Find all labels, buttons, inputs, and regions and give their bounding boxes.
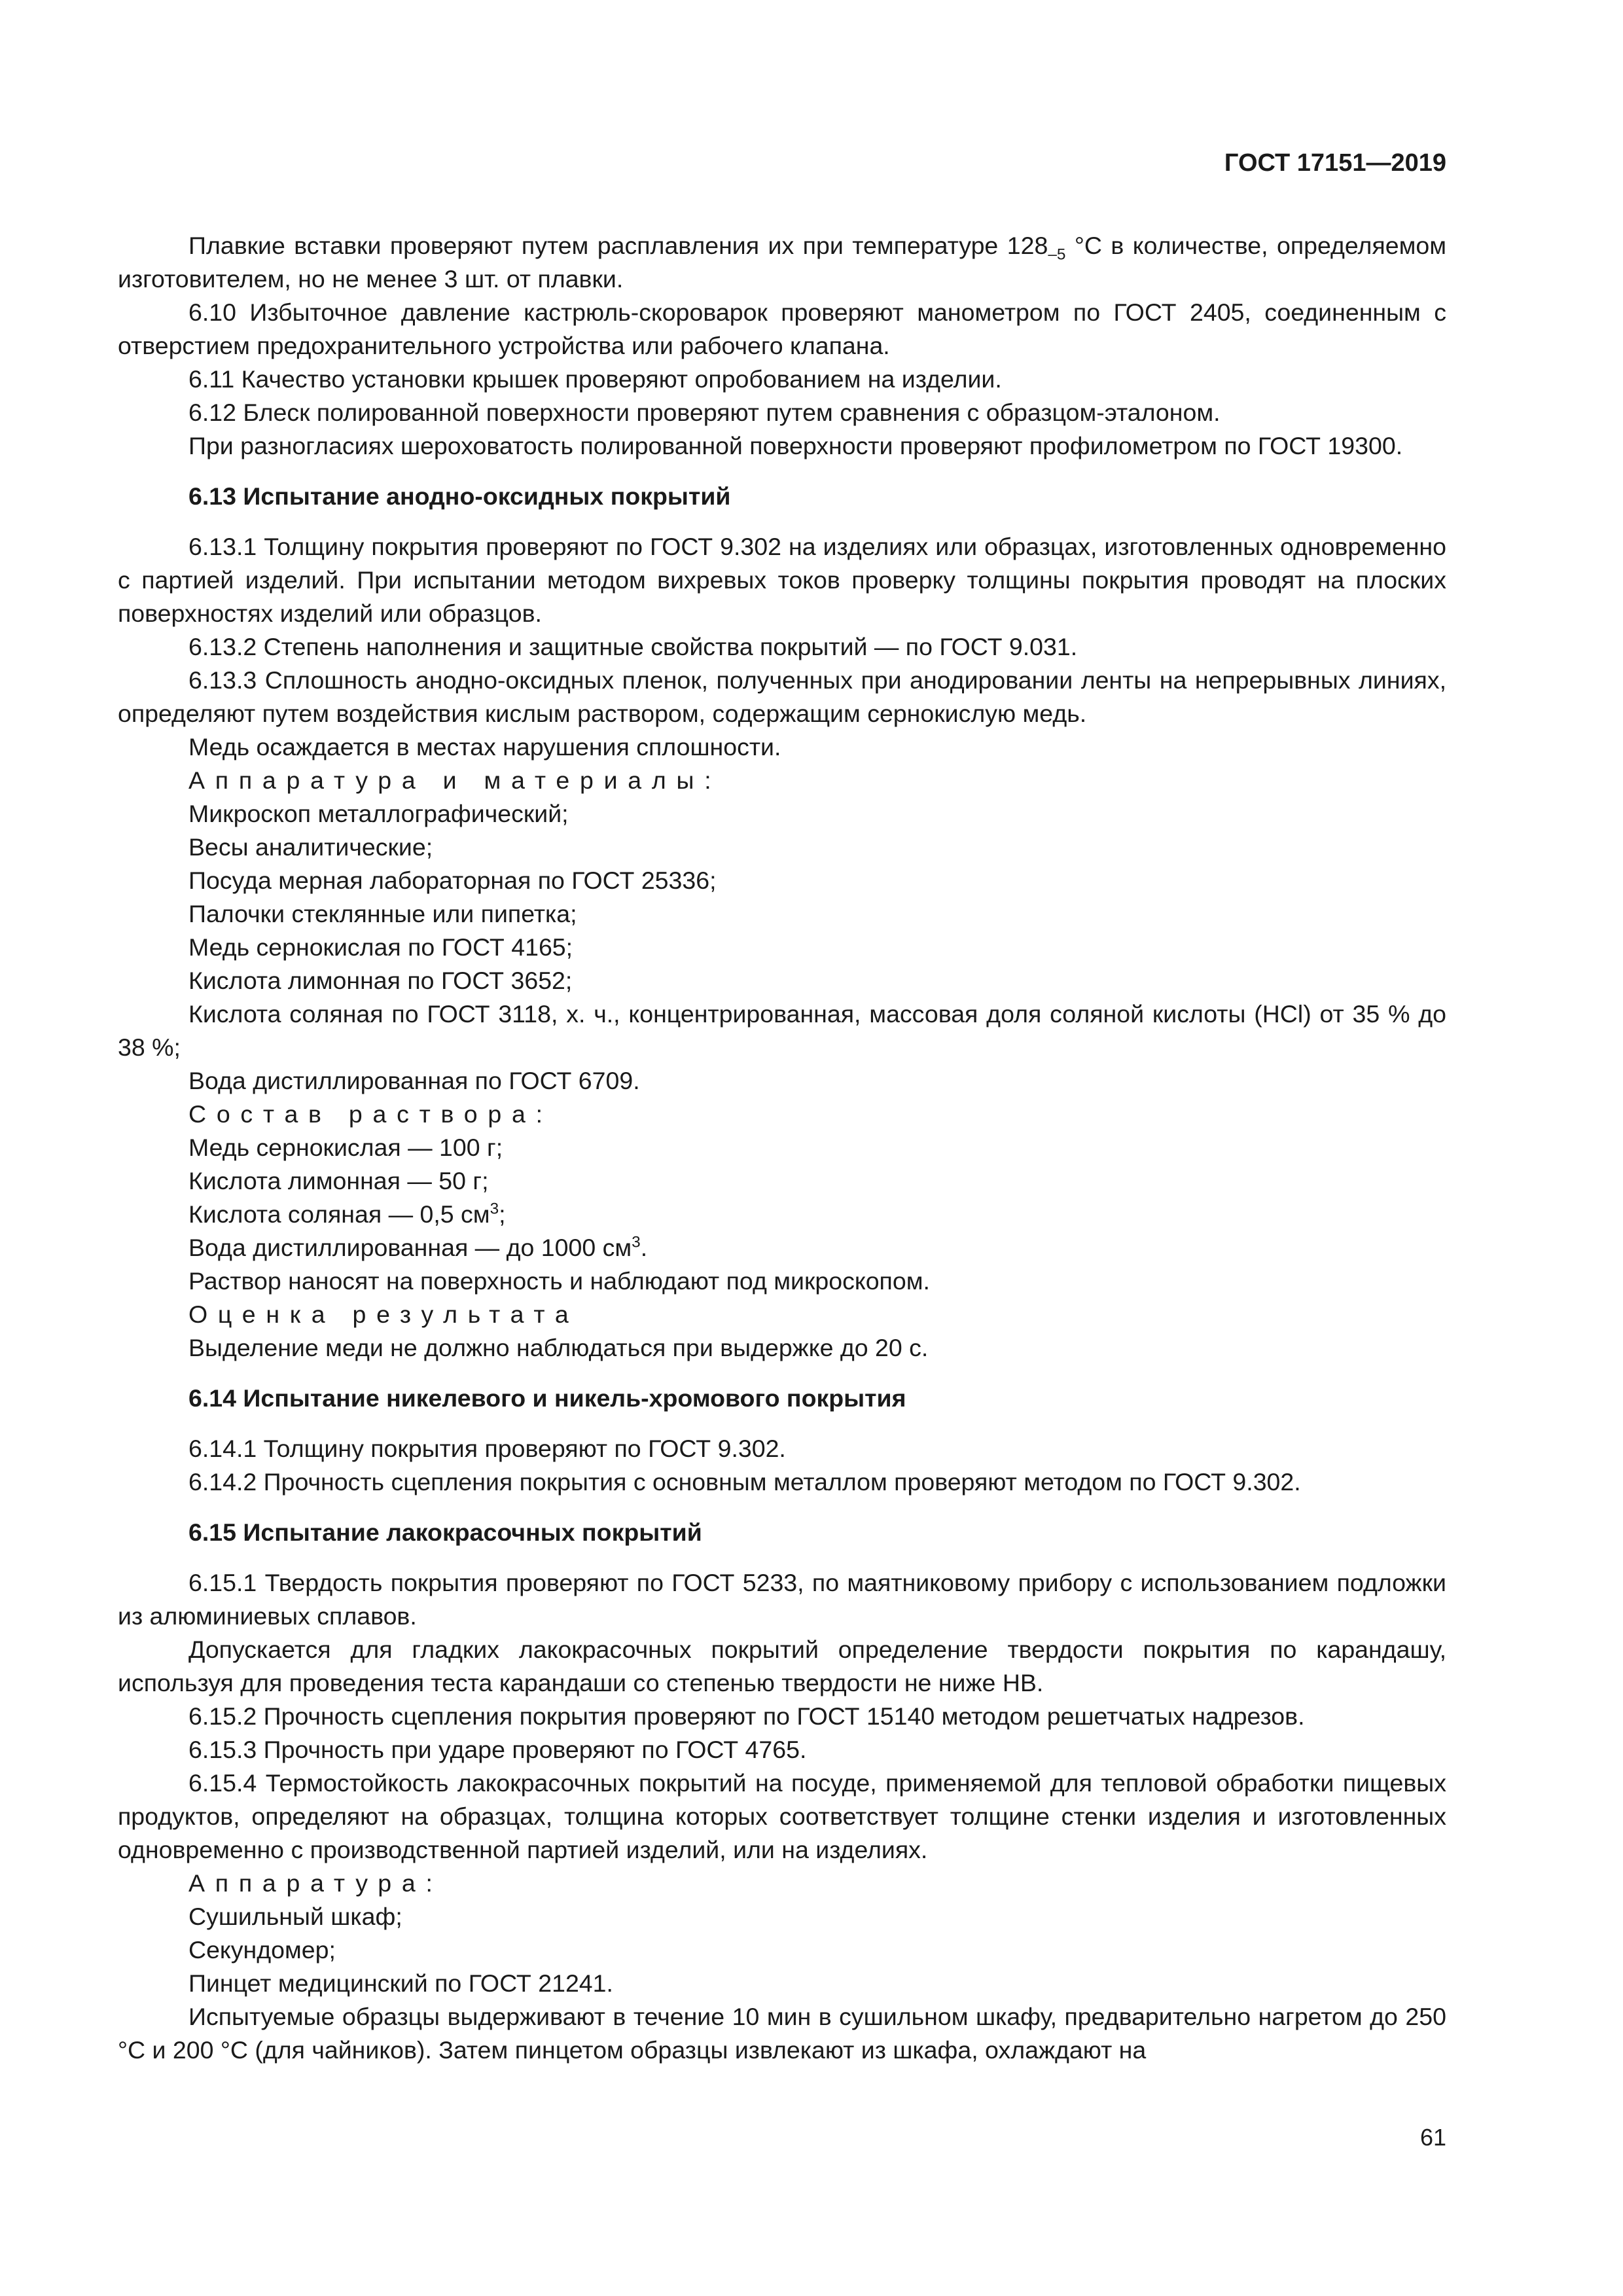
paragraph: 6.12 Блеск полированной поверхности проверяют путем сравнения с образцом-эталоном. — [188, 399, 1221, 426]
paragraph: Испытуемые образцы выдерживают в течение 10 мин в сушильном шкафу, предварительно нагретом до 250 °С и 200 °С (для чайников). Затем пинцетом образцы извлекают из шкафа, охлаждают на — [118, 2003, 1446, 2064]
section-heading: 6.15 Испытание лакокрасочных покрытий — [188, 1518, 702, 1546]
list-item: Посуда мерная лабораторная по ГОСТ 25336; — [188, 867, 717, 894]
list-item: Медь сернокислая по ГОСТ 4165; — [188, 933, 573, 961]
section-heading: 6.13 Испытание анодно-оксидных покрытий — [188, 482, 731, 510]
paragraph: Раствор наносят на поверхность и наблюдают под микроскопом. — [188, 1267, 930, 1295]
paragraph: 6.13.1 Толщину покрытия проверяют по ГОСТ 9.302 на изделиях или образцах, изготовленных одновременно с партией изделий. При испытании методом вихревых токов проверку толщины покрытия проводят на плоских поверхностях изделий или образцов. — [118, 533, 1446, 627]
result-heading: Оценка результата — [188, 1300, 579, 1328]
list-item: Секундомер; — [188, 1936, 336, 1964]
page-body — [118, 229, 1446, 2067]
paragraph: Кислота соляная по ГОСТ 3118, х. ч., концентрированная, массовая доля соляной кислоты (HCl) от 35 % до 38 %; — [118, 1000, 1446, 1061]
list-item: Медь сернокислая — 100 г; — [188, 1134, 503, 1161]
apparatus-heading: Аппаратура и материалы: — [188, 766, 722, 794]
paragraph: 6.15.3 Прочность при ударе проверяют по ГОСТ 4765. — [188, 1736, 807, 1763]
paragraph: Допускается для гладких лакокрасочных покрытий определение твердости покрытия по карандашу, используя для проведения теста карандаши со степенью твердости не ниже НВ. — [118, 1636, 1446, 1696]
list-item: Кислота лимонная — 50 г; — [188, 1167, 489, 1194]
list-item: Кислота соляная — 0,5 $см^3$; — [188, 1200, 506, 1228]
paragraph: Плавкие вставки проверяют путем расплавления их при температуре $128_{-5}$ °С в количестве, определяемом изготовителем, но не менее 3 шт. от плавки. — [118, 232, 1446, 293]
paragraph: При разногласиях шероховатость полированной поверхности проверяют профилометром по ГОСТ 19300. — [188, 432, 1403, 459]
list-item: Весы аналитические; — [188, 833, 433, 861]
paragraph: Медь осаждается в местах нарушения сплошности. — [188, 733, 781, 761]
list-item: Вода дистиллированная по ГОСТ 6709. — [188, 1067, 640, 1094]
paragraph: Выделение меди не должно наблюдаться при выдержке до 20 с. — [188, 1334, 929, 1361]
apparatus-heading: Аппаратура: — [188, 1869, 443, 1897]
list-item: Вода дистиллированная — до 1000 $см^3$. — [188, 1233, 648, 1261]
paragraph: 6.15.4 Термостойкость лакокрасочных покрытий на посуде, применяемой для тепловой обработки пищевых продуктов, определяют на образцах, толщина которых соответствует толщине стенки изделия и изготовленных одновременно с производственной партией изделий, или на изделиях. — [118, 1769, 1446, 1863]
list-item: Палочки стеклянные или пипетка; — [188, 900, 577, 927]
paragraph: 6.13.2 Степень наполнения и защитные свойства покрытий — по ГОСТ 9.031. — [188, 633, 1078, 660]
paragraph: 6.10 Избыточное давление кастрюль-скороварок проверяют манометром по ГОСТ 2405, соединенным с отверстием предохранительного устройства или рабочего клапана. — [118, 298, 1446, 359]
paragraph: 6.14.2 Прочность сцепления покрытия с основным металлом проверяют методом по ГОСТ 9.302. — [188, 1468, 1301, 1496]
list-item: Сушильный шкаф; — [188, 1903, 402, 1930]
section-heading: 6.14 Испытание никелевого и никель-хромового покрытия — [188, 1384, 906, 1412]
paragraph: 6.14.1 Толщину покрытия проверяют по ГОСТ 9.302. — [188, 1435, 786, 1462]
paragraph: 6.15.2 Прочность сцепления покрытия проверяют по ГОСТ 15140 методом решетчатых надрезов. — [188, 1702, 1305, 1730]
paragraph: 6.11 Качество установки крышек проверяют опробованием на изделии. — [188, 365, 1002, 393]
document-number: ГОСТ 17151—2019 — [1224, 149, 1446, 177]
list-item: Пинцет медицинский по ГОСТ 21241. — [188, 1969, 613, 1997]
list-item: Микроскоп металлографический; — [188, 800, 569, 827]
paragraph: 6.13.3 Сплошность анодно-оксидных пленок, полученных при анодировании ленты на непрерывных линиях, определяют путем воздействия кислым раствором, содержащим сернокислую медь. — [118, 666, 1446, 727]
list-item: Кислота лимонная по ГОСТ 3652; — [188, 967, 573, 994]
composition-heading: Состав раствора: — [188, 1100, 553, 1128]
paragraph: 6.15.1 Твердость покрытия проверяют по ГОСТ 5233, по маятниковому прибору с использованием подложки из алюминиевых сплавов. — [118, 1569, 1446, 1630]
page-number: 61 — [1419, 2124, 1446, 2151]
